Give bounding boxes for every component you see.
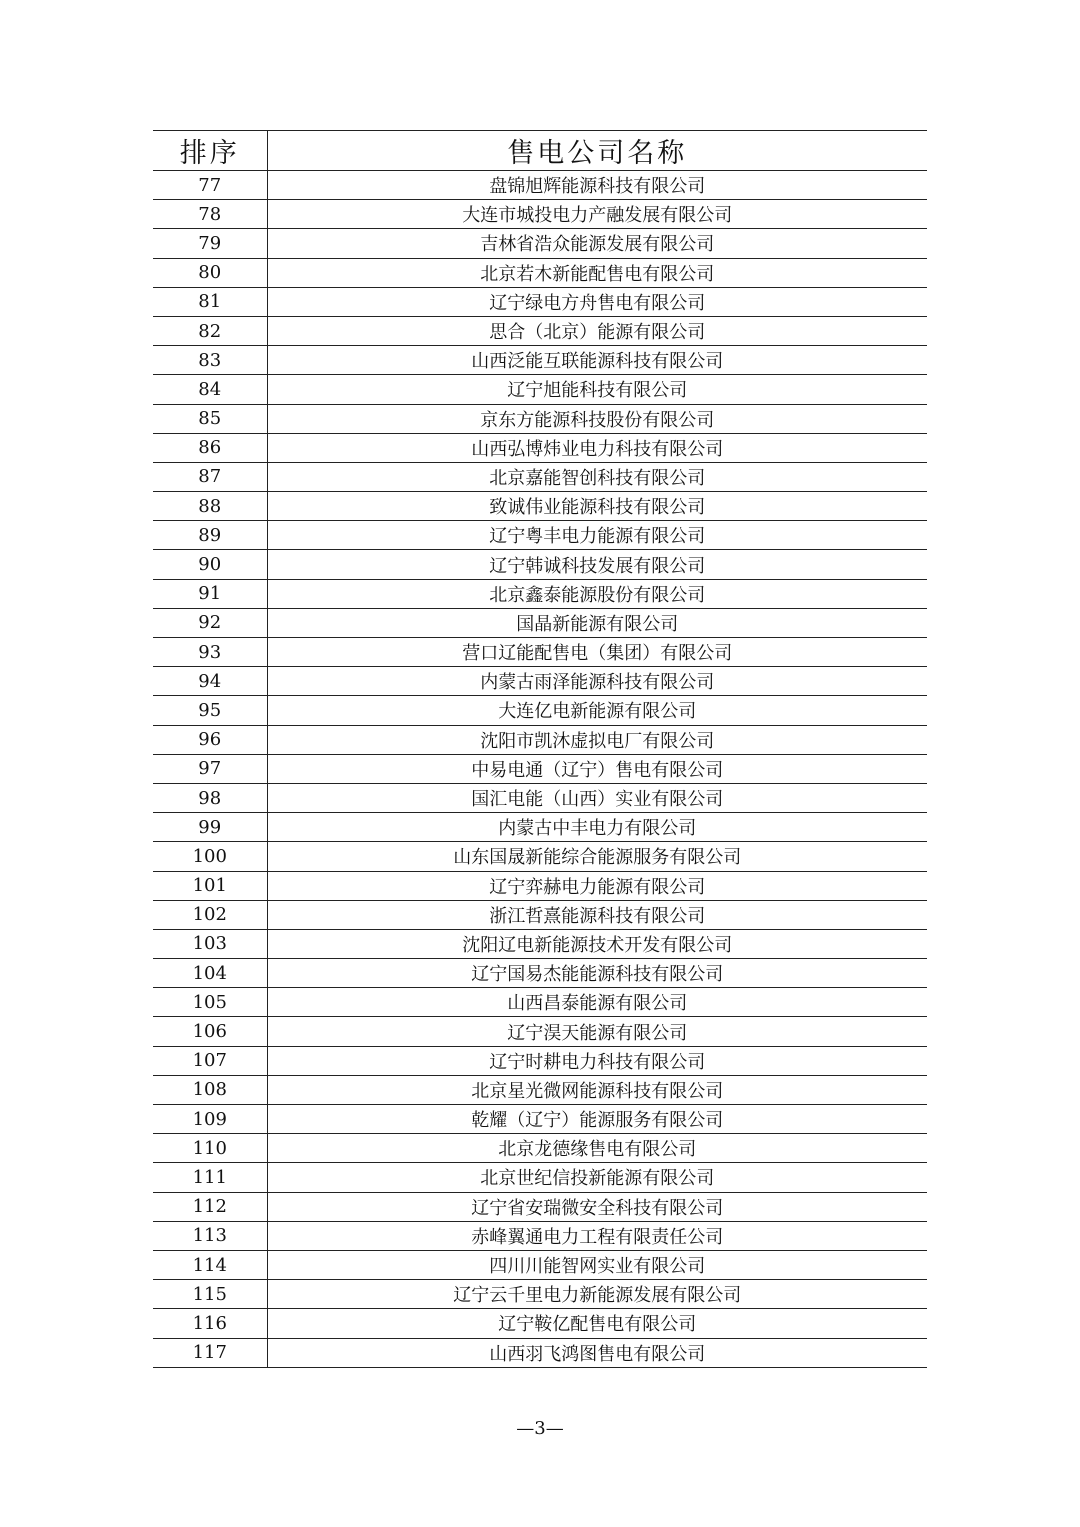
rank-cell: 89 bbox=[153, 521, 267, 550]
rank-cell: 103 bbox=[153, 929, 267, 958]
company-name-cell: 沈阳市凯沐虚拟电厂有限公司 bbox=[267, 725, 927, 754]
rank-cell: 113 bbox=[153, 1221, 267, 1250]
company-name-cell: 辽宁省安瑞微安全科技有限公司 bbox=[267, 1192, 927, 1221]
rank-cell: 83 bbox=[153, 346, 267, 375]
table-row bbox=[153, 200, 927, 229]
table-row bbox=[153, 1105, 927, 1134]
table-body bbox=[153, 171, 927, 1368]
page-number: —3— bbox=[516, 1418, 564, 1439]
rank-cell: 95 bbox=[153, 696, 267, 725]
company-name-cell: 沈阳辽电新能源技术开发有限公司 bbox=[267, 929, 927, 958]
company-name-cell: 辽宁国易杰能能源科技有限公司 bbox=[267, 959, 927, 988]
table-row bbox=[153, 579, 927, 608]
table-row bbox=[153, 229, 927, 258]
table-row bbox=[153, 1192, 927, 1221]
company-name-cell: 赤峰翼通电力工程有限责任公司 bbox=[267, 1221, 927, 1250]
company-name-cell: 大连市城投电力产融发展有限公司 bbox=[267, 200, 927, 229]
table-row bbox=[153, 1075, 927, 1104]
rank-cell: 117 bbox=[153, 1338, 267, 1367]
rank-cell: 88 bbox=[153, 492, 267, 521]
rank-cell: 85 bbox=[153, 404, 267, 433]
company-name-cell: 京东方能源科技股份有限公司 bbox=[267, 404, 927, 433]
company-name-cell: 四川川能智网实业有限公司 bbox=[267, 1250, 927, 1279]
table-row bbox=[153, 375, 927, 404]
table-row bbox=[153, 433, 927, 462]
company-name-cell: 辽宁绿电方舟售电有限公司 bbox=[267, 287, 927, 316]
company-name-cell: 北京嘉能智创科技有限公司 bbox=[267, 462, 927, 491]
company-name-column-header: 售电公司名称 bbox=[267, 131, 927, 171]
company-name-cell: 山西泛能互联能源科技有限公司 bbox=[267, 346, 927, 375]
table-row bbox=[153, 1338, 927, 1367]
table-row bbox=[153, 900, 927, 929]
company-name-cell: 辽宁韩诚科技发展有限公司 bbox=[267, 550, 927, 579]
company-name-cell: 辽宁云千里电力新能源发展有限公司 bbox=[267, 1280, 927, 1309]
rank-cell: 115 bbox=[153, 1280, 267, 1309]
table-row bbox=[153, 404, 927, 433]
table-row bbox=[153, 550, 927, 579]
table-row bbox=[153, 813, 927, 842]
rank-cell: 106 bbox=[153, 1017, 267, 1046]
rank-cell: 102 bbox=[153, 900, 267, 929]
company-name-cell: 辽宁旭能科技有限公司 bbox=[267, 375, 927, 404]
rank-cell: 96 bbox=[153, 725, 267, 754]
company-name-cell: 中易电通（辽宁）售电有限公司 bbox=[267, 754, 927, 783]
company-name-cell: 浙江哲熹能源科技有限公司 bbox=[267, 900, 927, 929]
rank-cell: 86 bbox=[153, 433, 267, 462]
company-name-cell: 内蒙古雨泽能源科技有限公司 bbox=[267, 667, 927, 696]
company-name-cell: 山东国晟新能综合能源服务有限公司 bbox=[267, 842, 927, 871]
rank-cell: 81 bbox=[153, 287, 267, 316]
company-name-cell: 内蒙古中丰电力有限公司 bbox=[267, 813, 927, 842]
company-name-cell: 北京星光微网能源科技有限公司 bbox=[267, 1075, 927, 1104]
rank-column-header: 排序 bbox=[153, 131, 267, 171]
rank-cell: 114 bbox=[153, 1250, 267, 1279]
rank-cell: 112 bbox=[153, 1192, 267, 1221]
rank-cell: 108 bbox=[153, 1075, 267, 1104]
rank-cell: 111 bbox=[153, 1163, 267, 1192]
table-row bbox=[153, 1221, 927, 1250]
table-row bbox=[153, 725, 927, 754]
table-row bbox=[153, 1309, 927, 1338]
company-ranking-table bbox=[153, 130, 927, 1368]
rank-cell: 78 bbox=[153, 200, 267, 229]
table-row bbox=[153, 171, 927, 200]
rank-cell: 100 bbox=[153, 842, 267, 871]
table-row bbox=[153, 316, 927, 345]
company-name-cell: 思合（北京）能源有限公司 bbox=[267, 316, 927, 345]
company-name-cell: 辽宁时耕电力科技有限公司 bbox=[267, 1046, 927, 1075]
rank-cell: 110 bbox=[153, 1134, 267, 1163]
table-row bbox=[153, 959, 927, 988]
table-row bbox=[153, 1134, 927, 1163]
table-row bbox=[153, 1046, 927, 1075]
rank-cell: 97 bbox=[153, 754, 267, 783]
company-name-cell: 北京世纪信投新能源有限公司 bbox=[267, 1163, 927, 1192]
company-name-cell: 辽宁鞍亿配售电有限公司 bbox=[267, 1309, 927, 1338]
table-row bbox=[153, 1280, 927, 1309]
rank-cell: 93 bbox=[153, 638, 267, 667]
rank-cell: 87 bbox=[153, 462, 267, 491]
rank-cell: 92 bbox=[153, 608, 267, 637]
table-row bbox=[153, 988, 927, 1017]
table-row bbox=[153, 638, 927, 667]
company-name-cell: 北京若木新能配售电有限公司 bbox=[267, 258, 927, 287]
table-row bbox=[153, 462, 927, 491]
table-row bbox=[153, 346, 927, 375]
rank-cell: 77 bbox=[153, 171, 267, 200]
table-row bbox=[153, 258, 927, 287]
company-name-cell: 国晶新能源有限公司 bbox=[267, 608, 927, 637]
company-name-cell: 北京龙德缘售电有限公司 bbox=[267, 1134, 927, 1163]
table-header-row bbox=[153, 131, 927, 171]
rank-cell: 94 bbox=[153, 667, 267, 696]
rank-cell: 84 bbox=[153, 375, 267, 404]
rank-cell: 116 bbox=[153, 1309, 267, 1338]
rank-cell: 105 bbox=[153, 988, 267, 1017]
rank-cell: 79 bbox=[153, 229, 267, 258]
company-name-cell: 辽宁淏天能源有限公司 bbox=[267, 1017, 927, 1046]
table-row bbox=[153, 871, 927, 900]
table-row bbox=[153, 521, 927, 550]
company-name-cell: 山西昌泰能源有限公司 bbox=[267, 988, 927, 1017]
company-name-cell: 山西弘博炜业电力科技有限公司 bbox=[267, 433, 927, 462]
rank-cell: 90 bbox=[153, 550, 267, 579]
table-row bbox=[153, 1017, 927, 1046]
rank-cell: 80 bbox=[153, 258, 267, 287]
table-row bbox=[153, 929, 927, 958]
table-header bbox=[153, 131, 927, 171]
rank-cell: 98 bbox=[153, 783, 267, 812]
company-name-cell: 北京鑫泰能源股份有限公司 bbox=[267, 579, 927, 608]
rank-cell: 109 bbox=[153, 1105, 267, 1134]
table-row bbox=[153, 696, 927, 725]
table-row bbox=[153, 667, 927, 696]
rank-cell: 99 bbox=[153, 813, 267, 842]
company-name-cell: 山西羽飞鸿图售电有限公司 bbox=[267, 1338, 927, 1367]
table-row bbox=[153, 608, 927, 637]
table-row bbox=[153, 1163, 927, 1192]
rank-cell: 107 bbox=[153, 1046, 267, 1075]
company-name-cell: 辽宁粤丰电力能源有限公司 bbox=[267, 521, 927, 550]
table-row bbox=[153, 783, 927, 812]
rank-cell: 104 bbox=[153, 959, 267, 988]
company-name-cell: 营口辽能配售电（集团）有限公司 bbox=[267, 638, 927, 667]
table-row bbox=[153, 842, 927, 871]
company-name-cell: 国汇电能（山西）实业有限公司 bbox=[267, 783, 927, 812]
company-name-cell: 吉林省浩众能源发展有限公司 bbox=[267, 229, 927, 258]
rank-cell: 82 bbox=[153, 316, 267, 345]
table-row bbox=[153, 287, 927, 316]
company-name-cell: 乾耀（辽宁）能源服务有限公司 bbox=[267, 1105, 927, 1134]
rank-cell: 91 bbox=[153, 579, 267, 608]
company-name-cell: 盘锦旭辉能源科技有限公司 bbox=[267, 171, 927, 200]
company-name-cell: 大连亿电新能源有限公司 bbox=[267, 696, 927, 725]
company-name-cell: 致诚伟业能源科技有限公司 bbox=[267, 492, 927, 521]
rank-cell: 101 bbox=[153, 871, 267, 900]
table-row bbox=[153, 1250, 927, 1279]
company-name-cell: 辽宁弈赫电力能源有限公司 bbox=[267, 871, 927, 900]
table-row bbox=[153, 754, 927, 783]
table-row bbox=[153, 492, 927, 521]
